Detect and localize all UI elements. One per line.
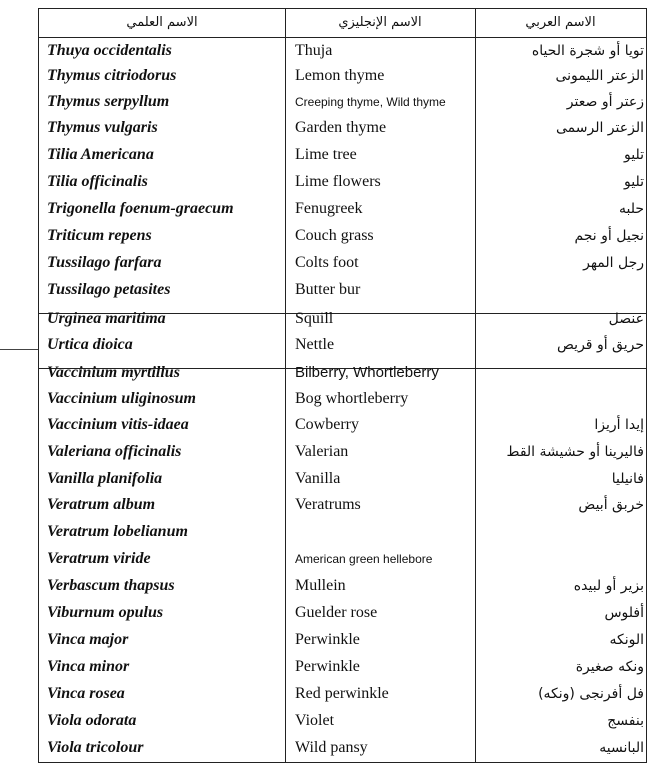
scientific-name-cell: Urginea maritima bbox=[47, 310, 166, 327]
english-name-cell: Guelder rose bbox=[295, 604, 378, 621]
arabic-name-cell: ونكه صغيرة bbox=[575, 659, 644, 675]
english-name-cell: Garden thyme bbox=[295, 119, 387, 136]
scientific-name-cell: Thymus serpyllum bbox=[47, 93, 170, 110]
english-name-cell: Lime tree bbox=[295, 146, 357, 163]
scientific-name-cell: Verbascum thapsus bbox=[47, 577, 175, 594]
scientific-name-cell: Urtica dioica bbox=[47, 336, 133, 353]
english-name-cell bbox=[295, 520, 475, 544]
arabic-name-cell: أفلوس bbox=[604, 605, 644, 621]
english-name-cell: Creeping thyme, Wild thyme bbox=[295, 95, 446, 109]
arabic-name-cell: تويا أو شجرة الحياه bbox=[531, 43, 644, 59]
scientific-name-cell: Vaccinium vitis-idaea bbox=[47, 416, 189, 433]
header-english-name: الاسم الإنجليزي bbox=[338, 15, 422, 30]
scientific-name-cell: Veratrum lobelianum bbox=[47, 523, 188, 540]
english-name-cell: Violet bbox=[295, 712, 335, 729]
arabic-name-cell: تليو bbox=[624, 174, 644, 190]
arabic-name-cell: إيدا أريزا bbox=[594, 417, 644, 433]
scientific-name-cell: Vanilla planifolia bbox=[47, 470, 163, 487]
arabic-name-cell: عنصل bbox=[608, 311, 644, 327]
english-name-cell: Lemon thyme bbox=[295, 67, 385, 84]
scientific-name-cell: Vaccinium uliginosum bbox=[47, 390, 196, 407]
scientific-name-cell: Vinca minor bbox=[47, 658, 130, 675]
margin-mark bbox=[0, 349, 38, 350]
english-name-cell: Valerian bbox=[295, 443, 349, 460]
scientific-name-cell: Thuya occidentalis bbox=[47, 42, 172, 59]
scientific-name-cell: Triticum repens bbox=[47, 227, 152, 244]
arabic-name-cell: نجيل أو نجم bbox=[574, 228, 644, 244]
english-name-cell: Wild pansy bbox=[295, 739, 368, 756]
english-name-cell: Mullein bbox=[295, 577, 346, 594]
arabic-name-cell: تليو bbox=[624, 147, 644, 163]
arabic-name-cell: رجل المهر bbox=[583, 255, 644, 271]
english-name-cell: Thuja bbox=[295, 42, 333, 59]
scientific-name-cell: Viburnum opulus bbox=[47, 604, 164, 621]
scientific-name-cell: Vaccinium myrtillus bbox=[47, 364, 180, 381]
arabic-name-cell: الزعتر الليمونى bbox=[555, 68, 644, 84]
english-name-cell: Perwinkle bbox=[295, 631, 360, 648]
scientific-name-cell: Tilia officinalis bbox=[47, 173, 148, 190]
english-name-cell: Fenugreek bbox=[295, 200, 363, 217]
scientific-name-cell: Tilia Americana bbox=[47, 146, 154, 163]
english-name-cell: Squill bbox=[295, 310, 334, 327]
arabic-name-cell bbox=[485, 361, 644, 385]
scientific-name-cell: Thymus vulgaris bbox=[47, 119, 158, 136]
scientific-name-cell: Tussilago petasites bbox=[47, 281, 171, 298]
arabic-name-cell bbox=[485, 547, 644, 571]
plant-names-table bbox=[38, 8, 647, 763]
header-arabic-name: الاسم العربي bbox=[525, 15, 596, 30]
arabic-name-cell bbox=[485, 520, 644, 544]
scientific-name-cell: Veratrum album bbox=[47, 496, 156, 513]
scientific-name-cell: Tussilago farfara bbox=[47, 254, 162, 271]
arabic-name-cell: بزير أو لبيده bbox=[573, 578, 644, 594]
scientific-name-cell: Vinca rosea bbox=[47, 685, 125, 702]
arabic-name-cell: الونكه bbox=[609, 632, 644, 648]
english-name-cell: Colts foot bbox=[295, 254, 359, 271]
arabic-name-cell bbox=[485, 278, 644, 302]
arabic-name-cell: بنفسج bbox=[607, 713, 644, 729]
arabic-name-cell: زعتر أو صعتر bbox=[566, 94, 644, 110]
scientific-name-cell: Viola tricolour bbox=[47, 739, 144, 756]
english-name-cell: Red perwinkle bbox=[295, 685, 389, 702]
english-name-cell: Vanilla bbox=[295, 470, 341, 487]
arabic-name-cell: فاليرينا أو حشيشة القط bbox=[506, 444, 644, 460]
english-name-cell: Bog whortleberry bbox=[295, 390, 409, 407]
arabic-name-cell: البانسيه bbox=[599, 740, 644, 756]
arabic-name-cell: فانيليا bbox=[611, 471, 644, 487]
english-name-cell: American green hellebore bbox=[295, 552, 433, 566]
arabic-name-cell: حلبه bbox=[618, 201, 644, 217]
scientific-name-cell: Viola odorata bbox=[47, 712, 137, 729]
arabic-name-cell: الزعتر الرسمى bbox=[555, 120, 644, 136]
english-name-cell: Bilberry, Whortleberry bbox=[295, 364, 439, 381]
header-divider bbox=[39, 37, 646, 38]
scientific-name-cell: Trigonella foenum-graecum bbox=[47, 200, 234, 217]
arabic-name-cell: حريق أو قريص bbox=[557, 337, 644, 353]
english-name-cell: Lime flowers bbox=[295, 173, 381, 190]
english-name-cell: Cowberry bbox=[295, 416, 359, 433]
english-name-cell: Couch grass bbox=[295, 227, 374, 244]
column-divider bbox=[475, 9, 476, 762]
arabic-name-cell: خربق أبيض bbox=[578, 497, 644, 513]
arabic-name-cell: فل أفرنجى (ونكه) bbox=[538, 686, 644, 702]
english-name-cell: Veratrums bbox=[295, 496, 361, 513]
scientific-name-cell: Veratrum viride bbox=[47, 550, 151, 567]
header-scientific-name: الاسم العلمي bbox=[126, 15, 198, 30]
english-name-cell: Nettle bbox=[295, 336, 335, 353]
scientific-name-cell: Valeriana officinalis bbox=[47, 443, 182, 460]
scientific-name-cell: Vinca major bbox=[47, 631, 129, 648]
arabic-name-cell bbox=[485, 387, 644, 411]
scientific-name-cell: Thymus citriodorus bbox=[47, 67, 177, 84]
english-name-cell: Butter bur bbox=[295, 281, 361, 298]
english-name-cell: Perwinkle bbox=[295, 658, 360, 675]
